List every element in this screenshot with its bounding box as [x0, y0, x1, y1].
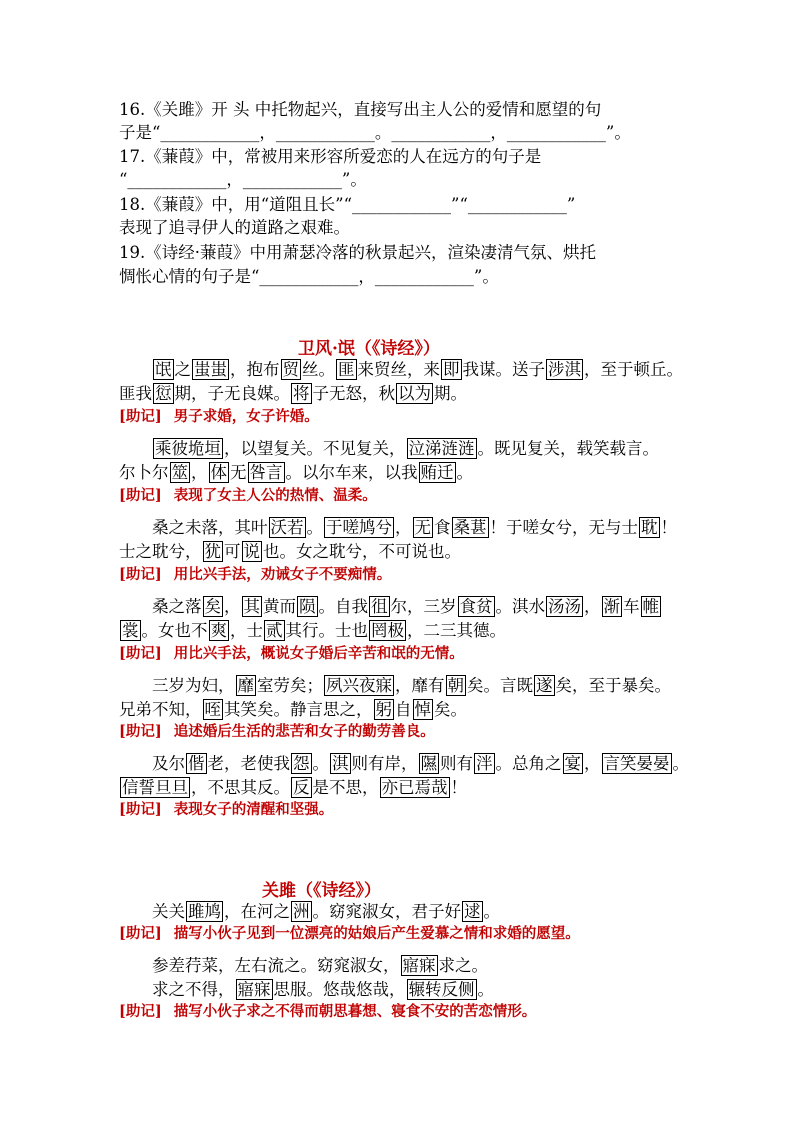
poem-text: 黄而 [263, 597, 296, 616]
boxed-word: 宴 [564, 754, 581, 773]
note-text: 用比兴手法，概说女子婚后辛苦和氓的无情。 [173, 645, 464, 662]
poem-line [152, 358, 683, 381]
poem-text: ！ [660, 518, 677, 537]
poem-text: 。 [306, 518, 323, 537]
poem-text: ，靡有 [395, 676, 445, 695]
boxed-word: 言笑晏晏 [603, 754, 670, 773]
mnemonic-note [119, 924, 580, 944]
mnemonic-note [119, 722, 435, 742]
note-text: 表现了女主人公的热情、温柔。 [173, 487, 377, 504]
boxed-word: 贰 [266, 621, 283, 640]
poem-text: 。总角之 [495, 754, 562, 773]
boxed-word: 淇 [332, 754, 349, 773]
poem-text: 车 [623, 597, 640, 616]
poem-text: 室劳矣； [257, 676, 323, 695]
boxed-word: 沃若 [270, 518, 304, 537]
boxed-word: 反 [293, 778, 310, 797]
poem-line [119, 540, 461, 563]
boxed-word: 渐 [603, 597, 620, 616]
boxed-word: 于嗟鸠兮 [326, 518, 392, 537]
poem-text: 桑之未落，其叶 [152, 518, 268, 537]
poem-line [119, 619, 506, 642]
note-tag: [助记] [119, 487, 162, 504]
poem-text: ！于嗟女兮，无与士 [489, 518, 638, 537]
poem-text: 。以尔车来，以我 [285, 463, 418, 482]
boxed-word: 雎鸠 [188, 902, 221, 921]
question-18-line-1: 18.《蒹葭》中，用“道阻且长”“____________”“____________” [119, 195, 576, 214]
poem-text: ， [584, 597, 601, 616]
poem-text: 桑之落 [152, 597, 202, 616]
poem-text: 兄弟不知， [119, 700, 202, 719]
poem-text: 之 [174, 360, 191, 379]
boxed-word: 泮 [476, 754, 493, 773]
poem-text: ，以望复关。不见复关， [224, 439, 406, 458]
poem-text: 。 [456, 463, 473, 482]
poem-text: 思服。悠哉悠哉， [273, 980, 406, 999]
poem-text: 三岁为妇， [152, 676, 235, 695]
mnemonic-note [119, 800, 333, 820]
boxed-word: 将 [293, 384, 310, 403]
boxed-word: 帷 [642, 597, 659, 616]
poem-text: ，抱布 [230, 360, 280, 379]
poem-text: 士之耽兮， [119, 542, 202, 561]
boxed-word: 靡 [237, 676, 254, 695]
poem-text: 自 [395, 700, 412, 719]
poem-line [152, 954, 488, 977]
note-text: 男子求婚，女子许婚。 [173, 408, 319, 425]
poem-text: ！ [450, 778, 467, 797]
boxed-word: 陨 [299, 597, 316, 616]
poem-text: 可 [224, 542, 241, 561]
poem-text: ，在河之 [224, 902, 290, 921]
poem-text: ， [584, 754, 601, 773]
mnemonic-note [119, 644, 464, 664]
note-tag: [助记] [119, 1003, 162, 1020]
note-text: 描写小伙子见到一位漂亮的姑娘后产生爱慕之情和求婚的愿望。 [173, 925, 580, 942]
poem-text: 尔，三岁 [390, 597, 457, 616]
boxed-word: 悼 [414, 700, 431, 719]
boxed-word: 桑葚 [453, 518, 487, 537]
boxed-word: 裳 [122, 621, 139, 640]
note-tag: [助记] [119, 566, 162, 583]
boxed-word: 夙兴夜寐 [326, 676, 392, 695]
poem-text: 。 [483, 902, 500, 921]
boxed-word: 体 [210, 463, 227, 482]
boxed-word: 匪 [338, 360, 355, 379]
boxed-word: 矣 [204, 597, 221, 616]
boxed-word: 泣涕涟涟 [408, 439, 475, 458]
poem-text: 期，子无良媒。 [174, 384, 290, 403]
poem-text: 关关 [152, 902, 185, 921]
poem-text: 矣，至于暴矣。 [555, 676, 671, 695]
poem-text: 及尔 [152, 754, 185, 773]
poem-line [152, 516, 677, 539]
boxed-word: 逑 [464, 902, 481, 921]
boxed-word: 食贫 [459, 597, 493, 616]
question-18-line-2: 表现了追寻伊人的道路之艰难。 [119, 218, 350, 237]
boxed-word: 蚩蚩 [194, 360, 227, 379]
poem-text: 求之。 [438, 956, 488, 975]
note-tag: [助记] [119, 645, 162, 662]
poem-text: 。自我 [318, 597, 368, 616]
boxed-word: 罔极 [371, 621, 404, 640]
poem-line [119, 461, 473, 484]
note-text: 表现女子的清醒和坚强。 [173, 801, 334, 818]
boxed-word: 偕 [188, 754, 205, 773]
poem-text: 其笑矣。静言思之， [224, 700, 373, 719]
note-tag: [助记] [119, 408, 162, 425]
question-16-line-2: 子是“____________，____________。____________，____________”。 [119, 123, 631, 142]
poem-line [152, 978, 494, 1001]
boxed-word: 隰 [420, 754, 437, 773]
mnemonic-note [119, 1002, 536, 1022]
poem-text: 我谋。送子 [462, 360, 545, 379]
poem-text: ， [191, 463, 208, 482]
poem-line [119, 382, 467, 405]
poem-text: ，士 [230, 621, 263, 640]
boxed-word: 爽 [210, 621, 227, 640]
poem-text: 丝。 [302, 360, 335, 379]
poem-line [152, 595, 662, 618]
boxed-word: 愆 [155, 384, 172, 403]
poem-text: 。窈窕淑女，君子好 [312, 902, 461, 921]
poem-text: 矣。言既 [467, 676, 533, 695]
boxed-word: 无 [414, 518, 431, 537]
mnemonic-note [119, 565, 391, 585]
note-text: 描写小伙子求之不得而朝思暮想、寝食不安的苦恋情形。 [173, 1003, 537, 1020]
boxed-word: 辗转反侧 [408, 980, 475, 999]
poem-title-mang: 卫风·氓（《诗经》） [298, 339, 440, 359]
boxed-word: 洲 [293, 902, 310, 921]
poem-text: 食 [434, 518, 451, 537]
boxed-word: 耽 [641, 518, 658, 537]
poem-text: 。既见复关，载笑载言。 [477, 439, 659, 458]
poem-text: 尔卜尔 [119, 463, 169, 482]
mnemonic-note [119, 407, 319, 427]
note-tag: [助记] [119, 723, 162, 740]
poem-text: 匪我 [119, 384, 152, 403]
poem-text: 期。 [434, 384, 467, 403]
boxed-word: 其 [243, 597, 260, 616]
boxed-word: 乘彼垝垣 [155, 439, 221, 458]
boxed-word: 涉淇 [548, 360, 581, 379]
boxed-word: 咎言 [249, 463, 283, 482]
poem-text: 老，老使我 [207, 754, 290, 773]
boxed-word: 徂 [371, 597, 388, 616]
poem-text: ，二三其德。 [407, 621, 506, 640]
note-tag: [助记] [119, 925, 162, 942]
poem-text: ，不思其反。 [191, 778, 290, 797]
poem-text: 则有岸， [351, 754, 418, 773]
poem-line [119, 776, 467, 799]
poem-text: 。 [312, 754, 329, 773]
poem-text: 。 [477, 980, 494, 999]
boxed-word: 即 [443, 360, 460, 379]
question-17-line-2: “____________，____________”。 [119, 170, 367, 189]
poem-text: 子无怒，秋 [312, 384, 395, 403]
note-tag: [助记] [119, 801, 162, 818]
poem-text: 。淇水 [495, 597, 545, 616]
poem-line [152, 752, 689, 775]
poem-line [152, 674, 671, 697]
boxed-word: 说 [243, 542, 260, 561]
boxed-word: 汤汤 [548, 597, 581, 616]
poem-title-guanju: 关雎（《诗经》） [262, 881, 381, 901]
boxed-word: 氓 [155, 360, 172, 379]
poem-line [152, 437, 659, 460]
poem-text: 来贸丝，来 [357, 360, 440, 379]
poem-text: 则有 [440, 754, 473, 773]
mnemonic-note [119, 486, 377, 506]
poem-text: 求之不得， [152, 980, 235, 999]
poem-text: 其行。士也 [285, 621, 368, 640]
boxed-word: 亦已焉哉 [381, 778, 448, 797]
boxed-word: 寤寐 [402, 956, 436, 975]
boxed-word: 信誓旦旦 [122, 778, 188, 797]
poem-line [119, 698, 467, 721]
question-19-line-2: 惆怅心情的句子是“____________，____________”。 [119, 267, 499, 286]
poem-line [152, 900, 500, 923]
question-19-line-1: 19.《诗经·蒹葭》中用萧瑟冷落的秋景起兴，渲染凄清气氛、烘托 [119, 243, 596, 262]
note-text: 用比兴手法，劝诫女子不要痴情。 [173, 566, 392, 583]
boxed-word: 怨 [293, 754, 310, 773]
poem-text: 。女也不 [141, 621, 208, 640]
poem-text: 不思， [329, 778, 379, 797]
poem-text: 无 [230, 463, 247, 482]
poem-text: 。 [672, 754, 689, 773]
note-text: 追述婚后生活的悲苦和女子的勤劳善良。 [173, 723, 435, 740]
poem-text: 参差荇菜，左右流之。窈窕淑女， [152, 956, 400, 975]
boxed-word: 躬 [375, 700, 392, 719]
poem-text: ， [224, 597, 241, 616]
boxed-word: 以为 [398, 384, 431, 403]
poem-text: 也。女之耽兮，不可说也。 [263, 542, 461, 561]
boxed-word: 咥 [204, 700, 221, 719]
boxed-word: 贸 [282, 360, 299, 379]
poem-text: ， [395, 518, 412, 537]
poem-text: ，至于顿丘。 [584, 360, 683, 379]
poem-text: 矣。 [434, 700, 467, 719]
boxed-word: 朝 [447, 676, 464, 695]
question-17-line-1: 17.《蒹葭》中，常被用来形容所爱恋的人在远方的句子是 [119, 147, 542, 166]
boxed-word: 犹 [204, 542, 221, 561]
boxed-word: 筮 [171, 463, 188, 482]
question-16-line-1: 16.《关雎》开 头 中托物起兴，直接写出主人公的爱情和愿望的句 [119, 100, 602, 119]
boxed-word: 遂 [536, 676, 553, 695]
boxed-word: 贿迁 [420, 463, 454, 482]
poem-text: 是 [312, 778, 329, 797]
boxed-word: 寤寐 [237, 980, 271, 999]
